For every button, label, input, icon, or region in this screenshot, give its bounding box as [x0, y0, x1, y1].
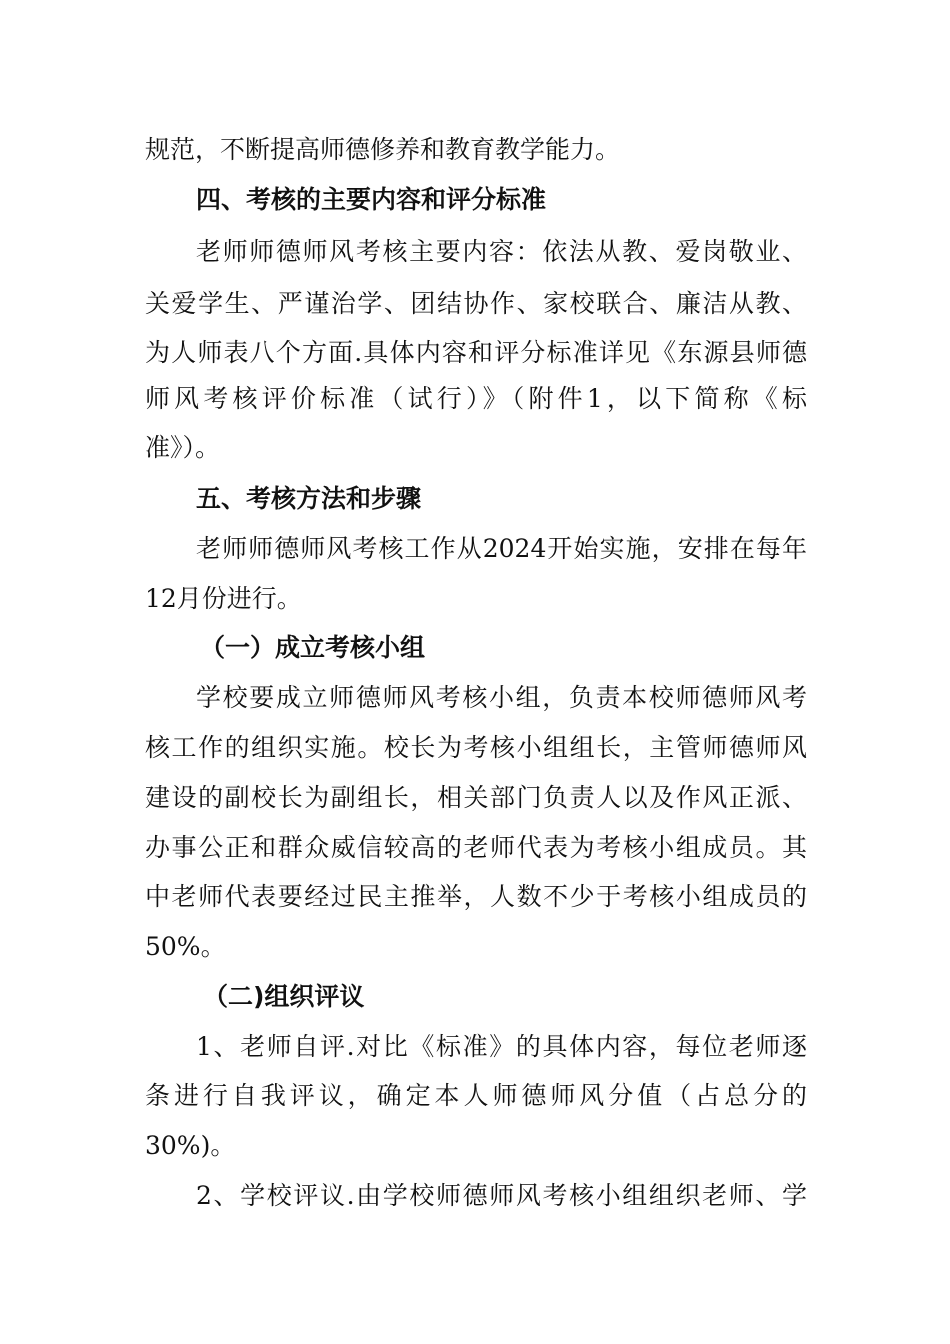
- body-text-line: 准》）。: [145, 433, 221, 462]
- body-text-line: 老师师德师风考核工作从2024开始实施，安排在每年: [196, 534, 807, 563]
- body-text-line: 50%。: [145, 932, 226, 961]
- body-text-line: 建设的副校长为副组长，相关部门负责人以及作风正派、: [145, 783, 807, 812]
- body-text-line: 老师师德师风考核主要内容：依法从教、爱岗敬业、: [196, 237, 807, 266]
- section-heading-4: 四、考核的主要内容和评分标准: [196, 185, 547, 214]
- body-text-line: 核工作的组织实施。校长为考核小组组长，主管师德师风: [145, 733, 807, 762]
- body-text-line: 中老师代表要经过民主推举，人数不少于考核小组成员的: [145, 882, 807, 911]
- subsection-heading-2: （二)组织评议: [203, 982, 365, 1011]
- body-text-line: 2、学校评议.由学校师德师风考核小组组织老师、学: [196, 1181, 807, 1210]
- section-heading-5: 五、考核方法和步骤: [196, 484, 422, 513]
- body-text-line: 条进行自我评议，确定本人师德师风分值（占总分的: [145, 1081, 807, 1110]
- body-text-line: 12月份进行。: [145, 584, 302, 613]
- body-text-line: 关爱学生、严谨治学、团结协作、家校联合、廉洁从教、: [145, 289, 807, 318]
- body-text-line: 办事公正和群众威信较高的老师代表为考核小组成员。其: [145, 833, 807, 862]
- body-text-line: 师风考核评价标准（试行）》（附件1，以下简称《标: [145, 384, 807, 413]
- subsection-heading-1: （一）成立考核小组: [200, 633, 426, 662]
- body-text-line: 30%)。: [145, 1131, 236, 1160]
- body-text-line: 学校要成立师德师风考核小组，负责本校师德师风考: [196, 683, 807, 712]
- body-text-line: 为人师表八个方面.具体内容和评分标准详见《东源县师德: [145, 338, 807, 367]
- body-text-line: 规范，不断提高师德修养和教育教学能力。: [145, 135, 621, 164]
- body-text-line: 1、老师自评.对比《标准》的具体内容，每位老师逐: [196, 1032, 807, 1061]
